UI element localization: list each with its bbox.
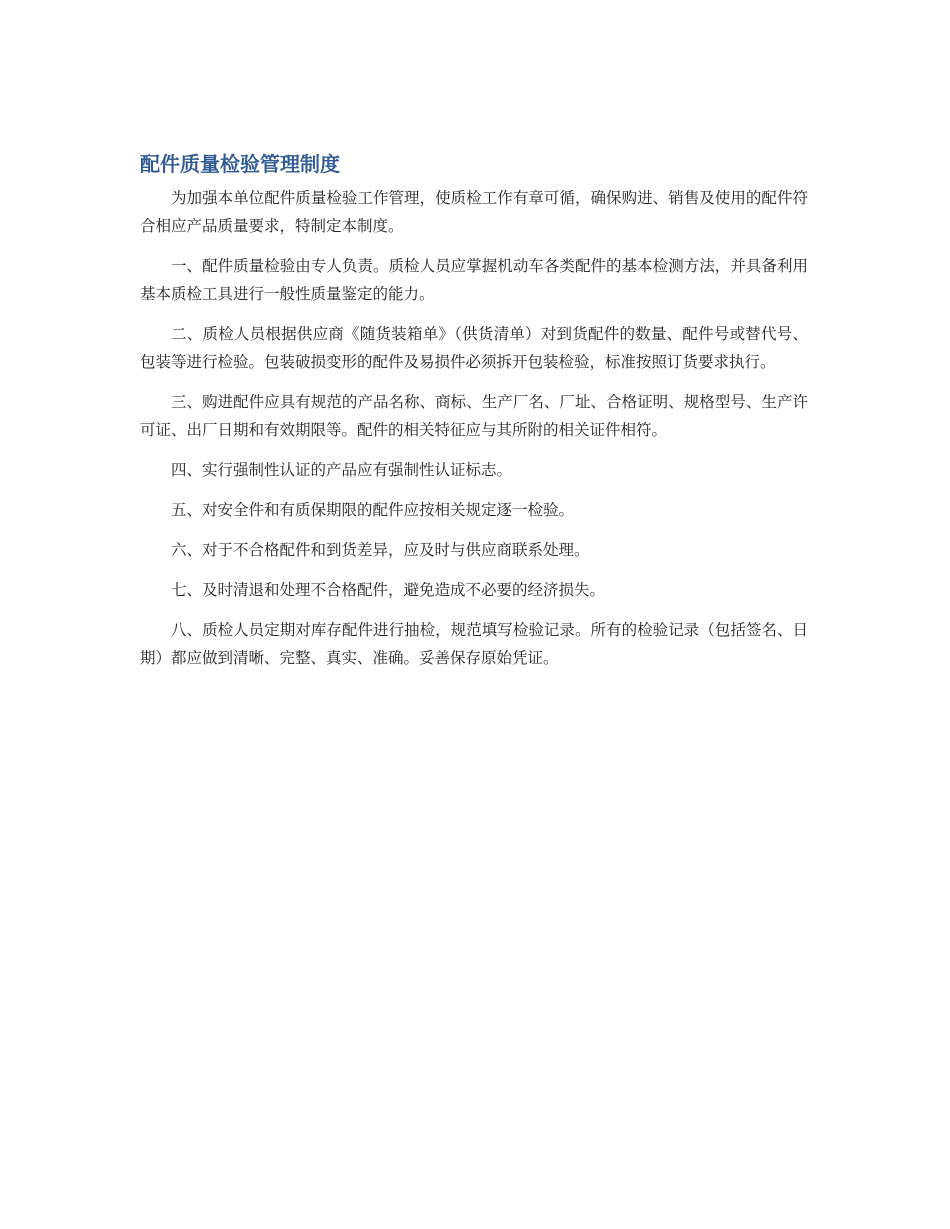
clause-8-paragraph: 八、质检人员定期对库存配件进行抽检，规范填写检验记录。所有的检验记录（包括签名、日期）都应做到清晰、完整、真实、准确。妥善保存原始凭证。 (140, 621, 808, 667)
clause-1-paragraph: 一、配件质量检验由专人负责。质检人员应掌握机动车各类配件的基本检测方法，并具备利用基本质检工具进行一般性质量鉴定的能力。 (140, 257, 808, 303)
clause-5-paragraph: 五、对安全件和有质保期限的配件应按相关规定逐一检验。 (171, 501, 575, 519)
document-title: 配件质量检验管理制度 (140, 152, 340, 176)
intro-paragraph: 为加强本单位配件质量检验工作管理，使质检工作有章可循，确保购进、销售及使用的配件符合相应产品质量要求，特制定本制度。 (140, 189, 808, 235)
clause-2-paragraph: 二、质检人员根据供应商《随货装箱单》（供货清单）对到货配件的数量、配件号或替代号、包装等进行检验。包装破损变形的配件及易损件必须拆开包装检验，标准按照订货要求执行。 (140, 325, 808, 371)
clause-6-paragraph: 六、对于不合格配件和到货差异，应及时与供应商联系处理。 (171, 541, 590, 559)
clause-3-paragraph: 三、购进配件应具有规范的产品名称、商标、生产厂名、厂址、合格证明、规格型号、生产许可证、出厂日期和有效期限等。配件的相关特征应与其所附的相关证件相符。 (140, 393, 808, 439)
clause-7-paragraph: 七、及时清退和处理不合格配件，避免造成不必要的经济损失。 (171, 581, 606, 599)
document-body (140, 150, 808, 684)
clause-4-paragraph: 四、实行强制性认证的产品应有强制性认证标志。 (171, 461, 513, 479)
